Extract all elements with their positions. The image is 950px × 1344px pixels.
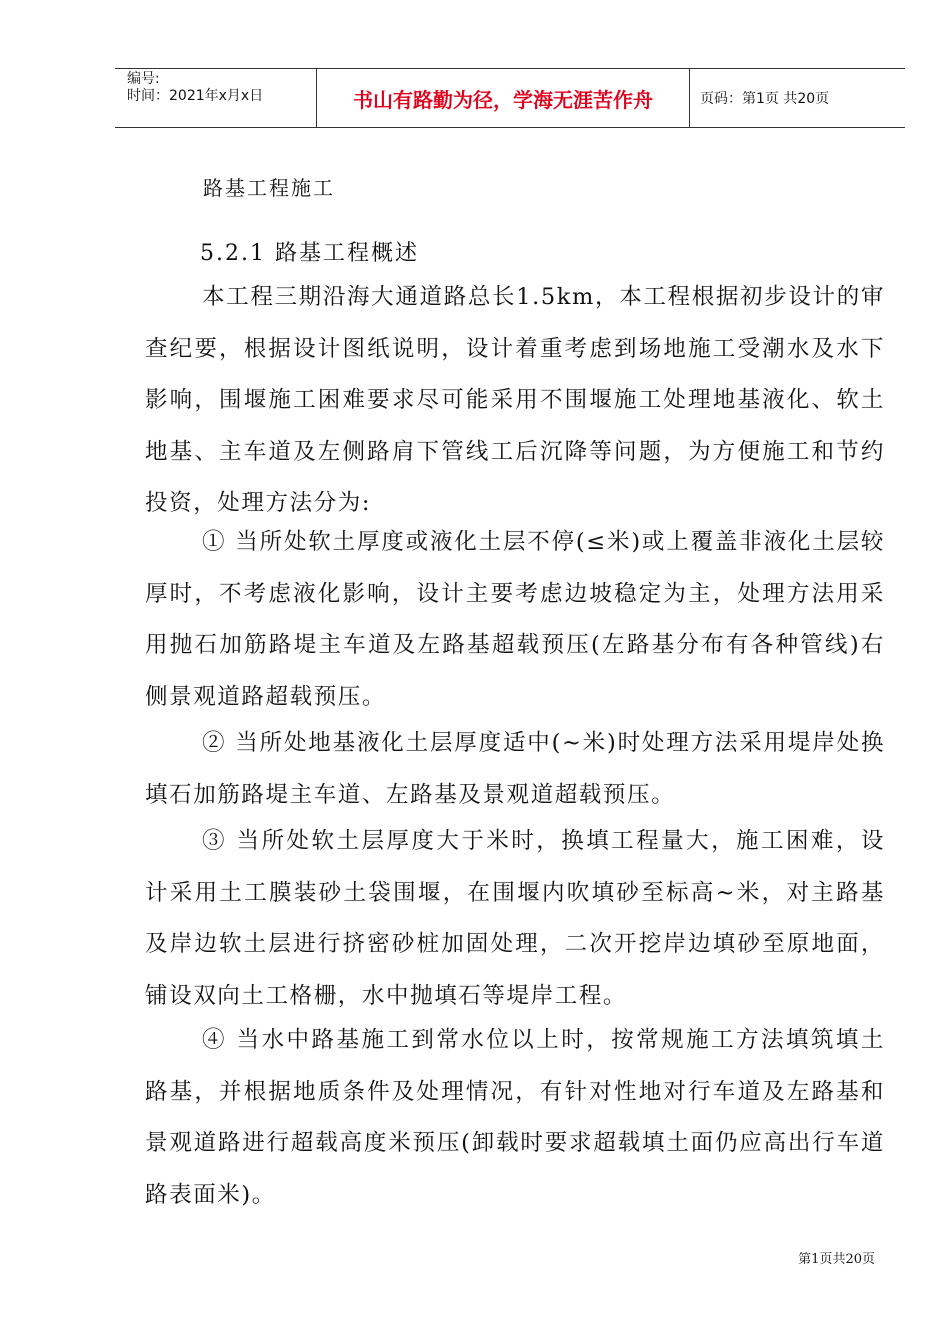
section-title: 路基工程施工: [203, 176, 335, 200]
subsection-title: 5.2.1 路基工程概述: [200, 241, 419, 266]
paragraph-method-2: ② 当所处地基液化土层厚度适中(~米)时处理方法采用堤岸处换填石加筋路堤主车道、左路基及景观道超载预压。: [145, 730, 885, 808]
header-page-info: 页码：第1页 共20页: [700, 91, 830, 107]
header-time-label: 时间：2021年x月x日: [127, 88, 264, 104]
paragraph-method-3: ③ 当所处软土层厚度大于米时，换填工程量大，施工困难，设计采用土工膜装砂土袋围堰，在围堰内吹填砂至标高~米，对主路基及岸边软土层进行挤密砂桩加固处理，二次开挖岸边填砂至原地面，铺设双向土工格栅，水中抛填石等堤岸工程。: [145, 828, 885, 1009]
page-header: [115, 68, 905, 128]
header-meta: [115, 69, 317, 127]
header-motto: 书山有路勤为径，学海无涯苦作舟: [317, 69, 690, 127]
paragraph-method-4: ④ 当水中路基施工到常水位以上时，按常规施工方法填筑填土路基，并根据地质条件及处理情况，有针对性地对行车道及左路基和景观道路进行超载高度米预压(卸载时要求超载填土面仍应高出行车道路表面米)。: [145, 1027, 885, 1208]
paragraph-method-1: ① 当所处软土厚度或液化土层不停(≤米)或上覆盖非液化土层较厚时，不考虑液化影响，设计主要考虑边坡稳定为主，处理方法用采用抛石加筋路堤主车道及左路基超载预压(左路基分布有各种管线)右侧景观道路超载预压。: [145, 529, 885, 710]
footer-page-info: 第1页共20页: [798, 1252, 875, 1267]
paragraph-overview: 本工程三期沿海大通道路总长1.5km，本工程根据初步设计的审查纪要，根据设计图纸说明，设计着重考虑到场地施工受潮水及水下影响，围堰施工困难要求尽可能采用不围堰施工处理地基液化、软土地基、主车道及左侧路肩下管线工后沉降等问题，为方便施工和节约投资，处理方法分为:: [145, 284, 885, 516]
header-number-label: 编号:: [127, 71, 160, 87]
